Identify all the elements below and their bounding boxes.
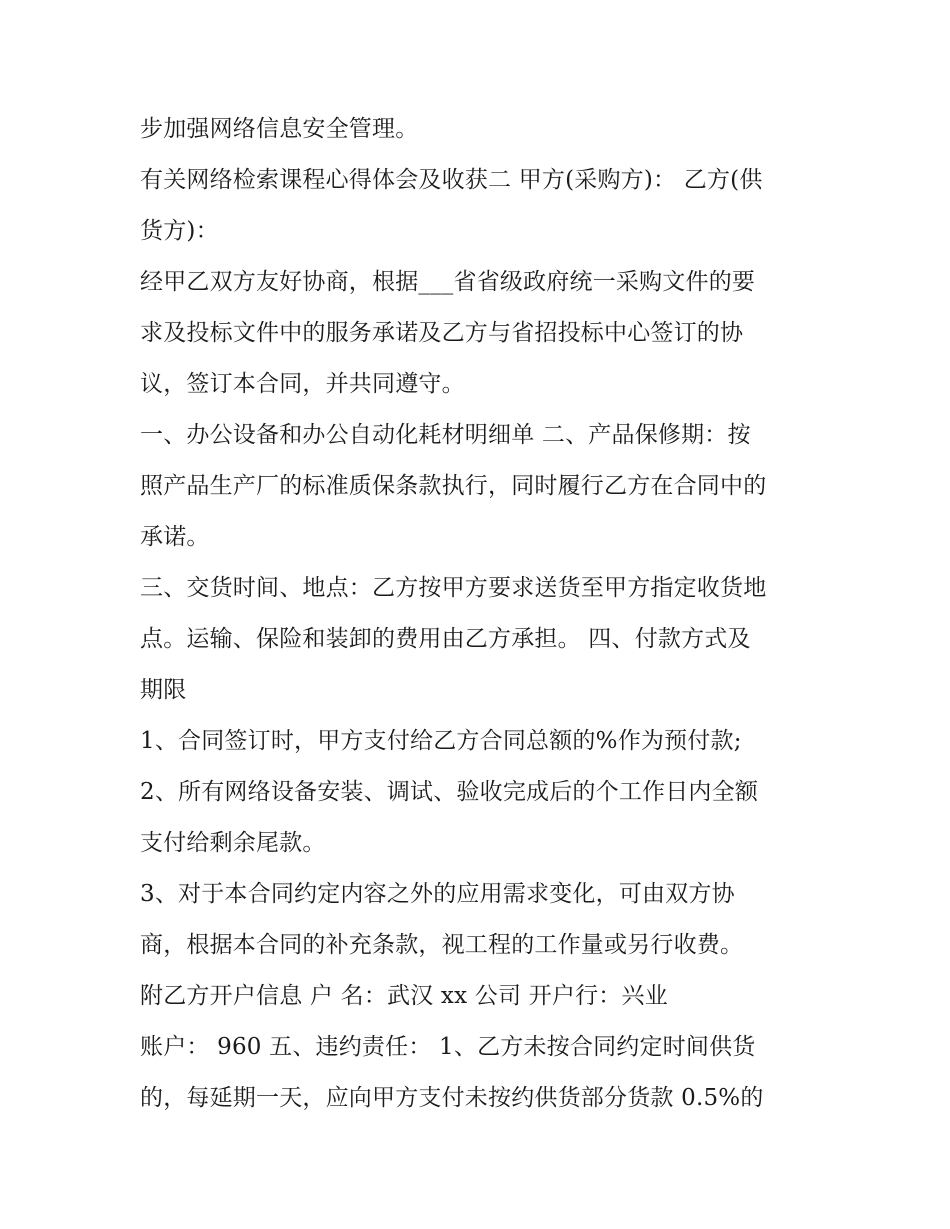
text-line: 支付给剩余尾款。	[140, 830, 326, 856]
text-line: 承诺。	[140, 524, 210, 550]
text-line: 货方)：	[140, 218, 219, 244]
text-line: 账户： 960 五、违约责任： 1、乙方未按合同约定时间供货	[140, 1034, 756, 1060]
text-line: 一、办公设备和办公自动化耗材明细单 二、产品保修期：按	[140, 422, 751, 448]
text-line: 1、合同签订时，甲方支付给乙方合同总额的%作为预付款;	[140, 728, 742, 754]
text-line: 经甲乙双方友好协商，根据___省省级政府统一采购文件的要	[140, 269, 756, 295]
text-line: 3、对于本合同约定内容之外的应用需求变化，可由双方协	[140, 881, 735, 907]
text-line: 的，每延期一天，应向甲方支付未按约供货部分货款 0.5%的	[140, 1085, 764, 1111]
text-line: 2、所有网络设备安装、调试、验收完成后的个工作日内全额	[140, 779, 759, 805]
document-body	[140, 107, 820, 1127]
text-line: 商，根据本合同的补充条款，视工程的工作量或另行收费。	[140, 932, 744, 958]
text-line: 三、交货时间、地点：乙方按甲方要求送货至甲方指定收货地	[140, 575, 767, 601]
text-line: 议，签订本合同，并共同遵守。	[140, 371, 465, 397]
text-line: 点。运输、保险和装卸的费用由乙方承担。 四、付款方式及	[140, 626, 751, 652]
text-line: 求及投标文件中的服务承诺及乙方与省招投标中心签订的协	[140, 320, 744, 346]
text-line: 期限	[140, 677, 187, 703]
text-line: 步加强网络信息安全管理。	[140, 116, 419, 142]
text-line: 附乙方开户信息 户 名：武汉 xx 公司 开户行：兴业	[140, 983, 668, 1009]
text-line: 有关网络检索课程心得体会及收获二 甲方(采购方)： 乙方(供	[140, 167, 763, 193]
text-line: 照产品生产厂的标准质保条款执行，同时履行乙方在合同中的	[140, 473, 767, 499]
